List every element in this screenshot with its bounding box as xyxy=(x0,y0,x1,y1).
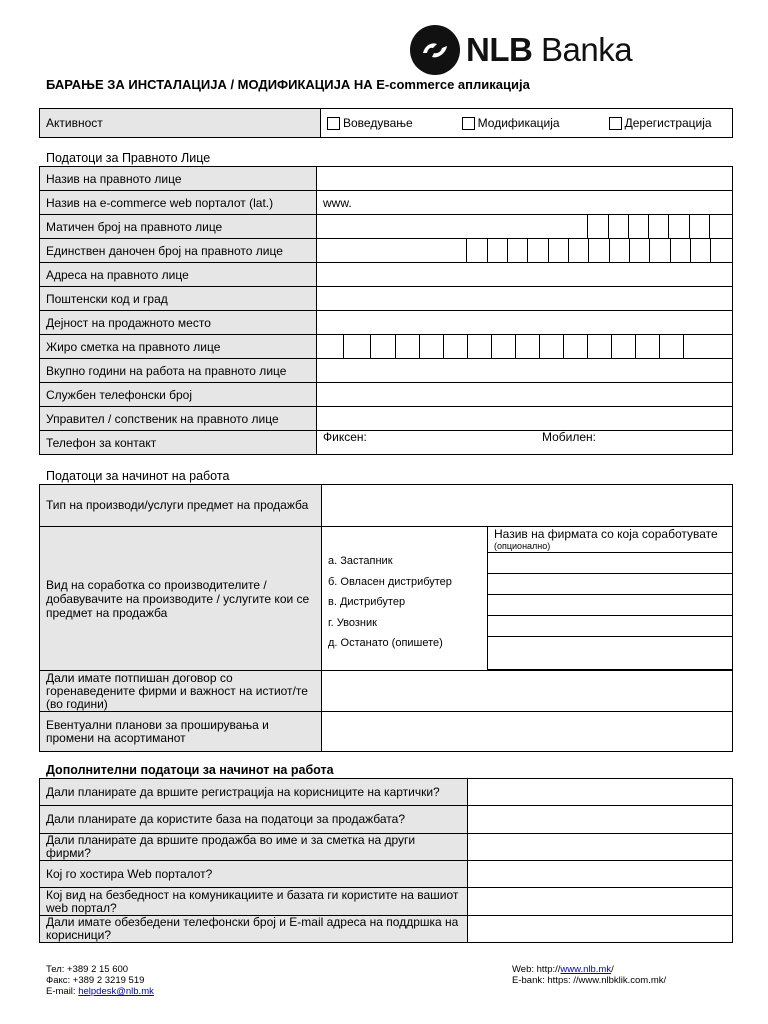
company-header: Назив на фирмата со која соработувате (опционално) xyxy=(488,527,733,553)
manager-label: Управител / сопственик на правното лице xyxy=(40,407,317,431)
section-work-method-title: Податоци за начинот на работа xyxy=(46,469,230,483)
hosting-label: Кој го хостира Web порталот? xyxy=(40,861,468,888)
support-contact-field[interactable] xyxy=(468,916,733,943)
work-method-table xyxy=(39,484,733,752)
company-field-3[interactable] xyxy=(488,595,733,616)
company-field-2[interactable] xyxy=(488,574,733,595)
card-registration-field[interactable] xyxy=(468,779,733,806)
card-registration-label: Дали планирате да вршите регистрација на корисниците на картички? xyxy=(40,779,468,806)
plans-label: Евентуални планови за проширувања и промени на асортиманот xyxy=(40,712,322,752)
footer-right: Web: http://www.nlb.mk/ E-bank: https: //www.nlbklik.com.mk/ xyxy=(512,964,667,986)
activity-options xyxy=(321,109,733,138)
activity-label: Активност xyxy=(40,109,321,138)
option-modification[interactable]: Модификација xyxy=(462,116,560,130)
nlb-logo-mark-icon xyxy=(410,25,460,75)
document-title: БАРАЊЕ ЗА ИНСТАЛАЦИЈА / МОДИФИКАЦИЈА НА E-commerce апликација xyxy=(46,77,530,92)
activity-table xyxy=(39,108,733,138)
postal-code-field[interactable] xyxy=(317,287,733,311)
support-contact-label: Дали имате обезбедени телефонски број и E-mail адреса на поддршка на корисници? xyxy=(40,916,468,943)
company-field-4[interactable] xyxy=(488,616,733,637)
nlb-logo-text: NLB Banka xyxy=(466,31,633,68)
hosting-field[interactable] xyxy=(468,861,733,888)
security-label: Кој вид на безбедност на комуникациите и базата ги користите на вашиот web портал? xyxy=(40,888,468,916)
product-type-label: Тип на производи/услуги предмет на продажба xyxy=(40,485,322,527)
footer-web-link[interactable]: www.nlb.mk xyxy=(560,964,612,975)
entity-name-field[interactable] xyxy=(317,167,733,191)
fixed-phone-label: Фиксен: xyxy=(323,429,367,444)
contact-phone-field[interactable] xyxy=(317,431,733,455)
tax-number-label: Единствен даночен број на правното лице xyxy=(40,239,317,263)
checkbox-deregistration[interactable] xyxy=(609,117,622,130)
footer-tel: Тел: +389 2 15 600 xyxy=(46,964,129,975)
cooperation-label: Вид на соработка со производителите / добавувачите на производите / услугите кои се предмет на продажба xyxy=(40,527,322,671)
contract-field[interactable] xyxy=(322,671,733,712)
manager-field[interactable] xyxy=(317,407,733,431)
registration-number-field[interactable] xyxy=(317,215,733,239)
third-party-sales-field[interactable] xyxy=(468,834,733,861)
nlb-logo xyxy=(410,25,632,75)
web-portal-label: Назив на e-commerce web порталот (lat.) xyxy=(40,191,317,215)
security-field[interactable] xyxy=(468,888,733,916)
footer-fax: Факс: +389 2 3219 519 xyxy=(46,975,145,986)
option-distributor[interactable]: в. Дистрибутер xyxy=(328,596,406,609)
registration-number-label: Матичен број на правното лице xyxy=(40,215,317,239)
footer-ebank: E-bank: https: //www.nlbklik.com.mk/ xyxy=(512,975,667,986)
option-agent[interactable]: а. Застапник xyxy=(328,555,393,567)
official-phone-label: Службен телефонски број xyxy=(40,383,317,407)
product-type-field[interactable] xyxy=(322,485,733,527)
bank-account-label: Жиро сметка на правното лице xyxy=(40,335,317,359)
activity-type-label: Дејност на продажното место xyxy=(40,311,317,335)
company-field-1[interactable] xyxy=(488,553,733,574)
footer-left: Тел: +389 2 15 600 Факс: +389 2 3219 519 E-mail: helpdesk@nlb.mk xyxy=(46,964,154,997)
web-portal-field[interactable]: www. xyxy=(317,191,733,215)
third-party-sales-label: Дали планирате да вршите продажба во име и за сметка на други фирми? xyxy=(40,834,468,861)
sales-database-label: Дали планирате да користите база на податоци за продажбата? xyxy=(40,806,468,834)
additional-table xyxy=(39,778,733,943)
official-phone-field[interactable] xyxy=(317,383,733,407)
mobile-phone-label: Мобилен: xyxy=(541,429,596,444)
legal-entity-table xyxy=(39,166,733,455)
contract-label: Дали имате потпишан договор со горенаведените фирми и важност на истиот/те (во години) xyxy=(40,671,322,712)
section-legal-entity-title: Податоци за Правното Лице xyxy=(46,151,211,165)
option-other[interactable]: д. Останато (опишете) xyxy=(328,637,443,650)
bank-account-field[interactable] xyxy=(317,335,733,359)
checkbox-modification[interactable] xyxy=(462,117,475,130)
option-deregistration[interactable]: Дерегистрација xyxy=(609,116,712,130)
option-importer[interactable]: г. Увозник xyxy=(328,616,377,629)
contact-phone-label: Телефон за контакт xyxy=(40,431,317,455)
plans-field[interactable] xyxy=(322,712,733,752)
checkbox-introduction[interactable] xyxy=(327,117,340,130)
footer-email-link[interactable]: helpdesk@nlb.mk xyxy=(78,986,154,997)
entity-name-label: Назив на правното лице xyxy=(40,167,317,191)
activity-type-field[interactable] xyxy=(317,311,733,335)
tax-number-field[interactable] xyxy=(317,239,733,263)
company-field-5[interactable] xyxy=(488,637,733,670)
postal-code-label: Поштенски код и град xyxy=(40,287,317,311)
cooperation-options xyxy=(322,527,488,671)
address-field[interactable] xyxy=(317,263,733,287)
years-field[interactable] xyxy=(317,359,733,383)
section-additional-title: Дополнителни податоци за начинот на работа xyxy=(46,763,334,777)
option-authorized-distributor[interactable]: б. Овласен дистрибутер xyxy=(328,575,452,588)
option-introduction[interactable]: Воведување xyxy=(327,116,413,130)
address-label: Адреса на правното лице xyxy=(40,263,317,287)
years-label: Вкупно години на работа на правното лице xyxy=(40,359,317,383)
sales-database-field[interactable] xyxy=(468,806,733,834)
